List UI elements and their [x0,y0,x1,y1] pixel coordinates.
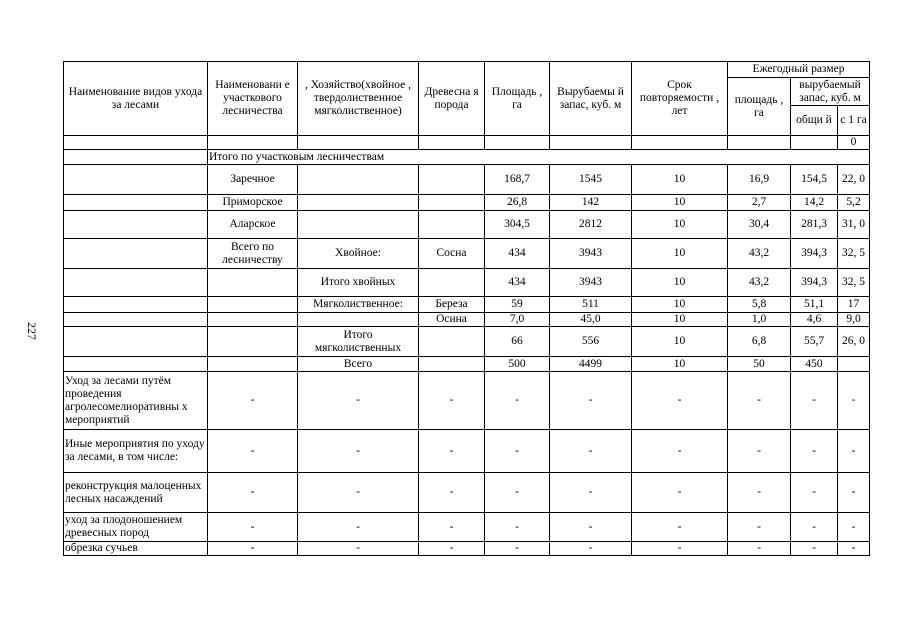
cell-volume: 2812 [550,211,632,239]
cell-area: - [485,542,550,556]
cell-care-type [64,269,208,297]
cell-annual-per-ha: 32, 5 [838,239,870,269]
cell-district [208,313,298,327]
cell-annual-area: 43,2 [728,269,791,297]
cell-economy [298,165,419,195]
cell-annual-per-ha: 5,2 [838,195,870,211]
forest-care-table [63,61,870,556]
cell-recurrence: 10 [632,165,728,195]
cell-annual-total: - [791,372,838,430]
cell-annual-area: 1,0 [728,313,791,327]
header-recurrence: Срок повторяемости , лет [632,62,728,136]
header-area: Площадь , га [485,62,550,136]
cell-annual-per-ha: 17 [838,297,870,313]
cell-species [419,195,485,211]
cell-species: - [419,513,485,542]
cell-area: - [485,430,550,473]
cell-species [419,165,485,195]
cell-care-type [64,211,208,239]
cell-annual-total: 394,3 [791,239,838,269]
cell-annual-per-ha: - [838,372,870,430]
table-row [64,327,870,357]
cell-annual-area: 6,8 [728,327,791,357]
header-annual-per-ha: с 1 га [838,106,870,136]
cell-annual-per-ha: - [838,430,870,473]
cell-area: - [485,372,550,430]
cell-volume: 45,0 [550,313,632,327]
cell-recurrence: - [632,513,728,542]
header-annual-area: площадь , га [728,78,791,136]
cell-economy: Мягколиственное: [298,297,419,313]
cell-annual-total: 394,3 [791,269,838,297]
cell-annual-area: - [728,430,791,473]
table-row [64,165,870,195]
cell-district [208,297,298,313]
cell-species [419,211,485,239]
table-row [64,239,870,269]
header-annual-total: общи й [791,106,838,136]
cell-annual-per-ha: - [838,473,870,513]
cell-recurrence: 10 [632,327,728,357]
cell-volume: - [550,372,632,430]
cell-annual-area: - [728,542,791,556]
cell-annual-per-ha: 9,0 [838,313,870,327]
cell-economy: Хвойное: [298,239,419,269]
page-number: 227 [25,322,39,340]
cell-recurrence: 10 [632,211,728,239]
cell-care-type: Иные мероприятия по уходу за лесами, в том числе: [64,430,208,473]
section-title: Итого по участковым лесничествам [208,150,870,165]
cell-annual-total: 4,6 [791,313,838,327]
cell-annual-per-ha: 26, 0 [838,327,870,357]
header-volume: Вырубаемы й запас, куб. м [550,62,632,136]
table-row [64,357,870,372]
table-row [64,430,870,473]
cell-care-type [64,327,208,357]
cell-volume: - [550,542,632,556]
table-row [64,372,870,430]
cell-annual-area: 5,8 [728,297,791,313]
header-annual: Ежегодный размер [728,62,870,78]
cell-district [208,269,298,297]
cell-recurrence: 10 [632,195,728,211]
cell-annual-area: - [728,513,791,542]
cell-annual-total: - [791,473,838,513]
cell-annual-total: 55,7 [791,327,838,357]
cell-economy: - [298,430,419,473]
table-row [64,195,870,211]
cell-area: 304,5 [485,211,550,239]
cell-district: - [208,430,298,473]
cell-annual-total: 154,5 [791,165,838,195]
table-row [64,313,870,327]
cell-area: 26,8 [485,195,550,211]
cell-species: - [419,473,485,513]
cell-district: Аларское [208,211,298,239]
cell-recurrence: - [632,473,728,513]
cell-volume: 3943 [550,269,632,297]
cell-district: - [208,372,298,430]
cell-district: - [208,513,298,542]
cell-annual-per-ha [838,357,870,372]
cell-recurrence: 10 [632,313,728,327]
cell-recurrence: 10 [632,239,728,269]
cell-species: - [419,542,485,556]
cell-annual-total: 450 [791,357,838,372]
cell-annual-per-ha: 31, 0 [838,211,870,239]
cell-area: 434 [485,269,550,297]
table-row [64,269,870,297]
cell-species: Сосна [419,239,485,269]
table-row [64,542,870,556]
cell-care-type: Уход за лесами путём проведения агролесомелиоративны х мероприятий [64,372,208,430]
cell-economy: - [298,513,419,542]
index-cell: 0 [838,136,870,150]
header-care-type: Наименование видов ухода за лесами [64,62,208,136]
table-row [64,297,870,313]
cell-economy: - [298,542,419,556]
cell-annual-total: - [791,430,838,473]
cell-volume: - [550,430,632,473]
cell-annual-per-ha: 22, 0 [838,165,870,195]
cell-species: - [419,430,485,473]
cell-care-type [64,313,208,327]
cell-area: 66 [485,327,550,357]
cell-annual-total: 281,3 [791,211,838,239]
cell-volume: 1545 [550,165,632,195]
cell-recurrence: 10 [632,297,728,313]
cell-area: 168,7 [485,165,550,195]
cell-annual-per-ha: - [838,513,870,542]
cell-area: - [485,513,550,542]
cell-volume: - [550,513,632,542]
cell-district [208,327,298,357]
cell-species [419,327,485,357]
header-economy: , Хозяйство(хвойное , твердолиственное мягколиственное) [298,62,419,136]
cell-species: Береза [419,297,485,313]
cell-annual-area: 16,9 [728,165,791,195]
cell-economy [298,211,419,239]
cell-recurrence: - [632,372,728,430]
cell-care-type [64,165,208,195]
cell-annual-total: - [791,542,838,556]
cell-economy: Итого хвойных [298,269,419,297]
cell-district: Приморское [208,195,298,211]
cell-economy [298,195,419,211]
cell-annual-per-ha: - [838,542,870,556]
cell-recurrence: 10 [632,269,728,297]
cell-recurrence: - [632,542,728,556]
cell-area: 7,0 [485,313,550,327]
cell-annual-area: 2,7 [728,195,791,211]
cell-annual-area: 43,2 [728,239,791,269]
cell-annual-total: - [791,513,838,542]
header-annual-volume: вырубаемый запас, куб. м [791,78,870,106]
cell-district: - [208,473,298,513]
cell-annual-area: - [728,372,791,430]
cell-species: Осина [419,313,485,327]
cell-volume: 3943 [550,239,632,269]
cell-volume: 556 [550,327,632,357]
cell-annual-area: 30,4 [728,211,791,239]
cell-species [419,269,485,297]
cell-care-type: уход за плодоношением древесных пород [64,513,208,542]
cell-volume: 4499 [550,357,632,372]
cell-economy: Итого мягколиственных [298,327,419,357]
cell-species: - [419,372,485,430]
cell-care-type: обрезка сучьев [64,542,208,556]
cell-care-type [64,357,208,372]
table-row [64,513,870,542]
cell-care-type [64,297,208,313]
cell-district: Всего по лесничеству [208,239,298,269]
cell-volume: 511 [550,297,632,313]
cell-care-type [64,239,208,269]
cell-care-type [64,195,208,211]
cell-recurrence: - [632,430,728,473]
table-row [64,473,870,513]
cell-district [208,357,298,372]
table-row [64,211,870,239]
cell-volume: - [550,473,632,513]
cell-volume: 142 [550,195,632,211]
cell-annual-total: 14,2 [791,195,838,211]
cell-district: - [208,542,298,556]
cell-area: 500 [485,357,550,372]
cell-economy: Всего [298,357,419,372]
header-district: Наименовани е участкового лесничества [208,62,298,136]
cell-area: 434 [485,239,550,269]
cell-economy: - [298,372,419,430]
cell-economy [298,313,419,327]
cell-recurrence: 10 [632,357,728,372]
cell-care-type: реконструкция малоценных лесных насаждений [64,473,208,513]
cell-species [419,357,485,372]
cell-area: 59 [485,297,550,313]
cell-annual-area: 50 [728,357,791,372]
cell-economy: - [298,473,419,513]
cell-annual-area: - [728,473,791,513]
cell-annual-total: 51,1 [791,297,838,313]
cell-area: - [485,473,550,513]
cell-annual-per-ha: 32, 5 [838,269,870,297]
header-species: Древесна я порода [419,62,485,136]
cell-district: Заречное [208,165,298,195]
